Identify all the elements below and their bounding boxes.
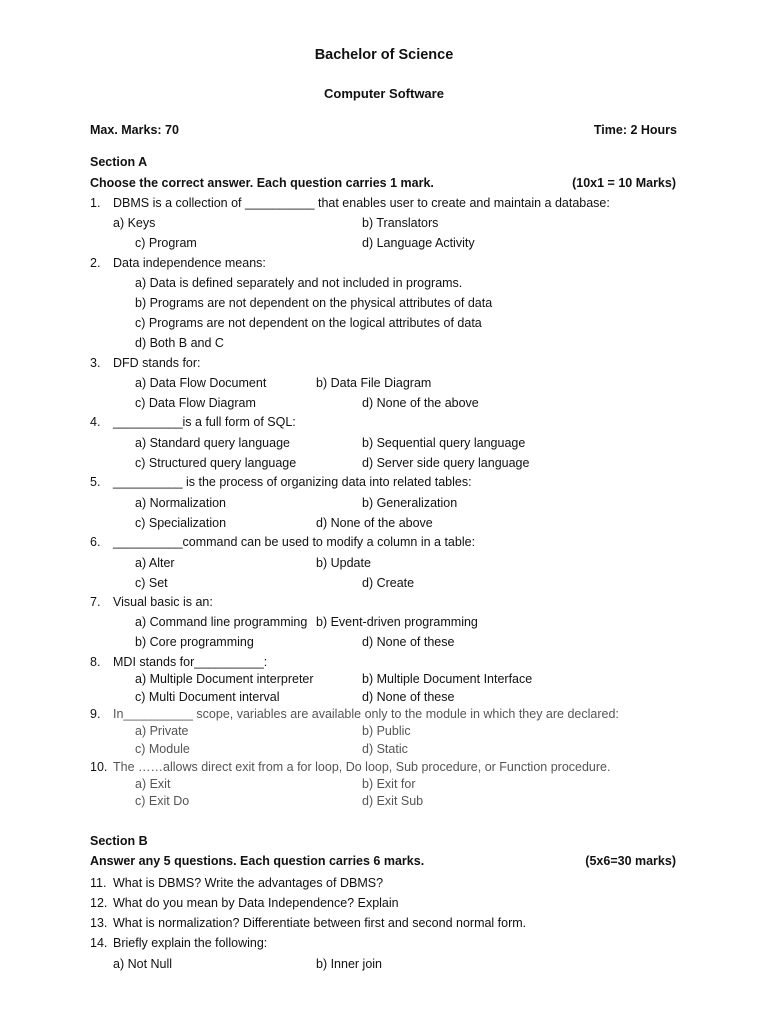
question-text: __________command can be used to modify a column in a table: xyxy=(113,535,476,549)
page-subtitle: Computer Software xyxy=(324,86,444,101)
question-text: DFD stands for: xyxy=(113,356,201,370)
option: b) Programs are not dependent on the physical attributes of data xyxy=(135,296,493,310)
question-text: DBMS is a collection of __________ that enables user to create and maintain a database: xyxy=(113,196,610,210)
question-number: 7. xyxy=(90,595,101,609)
question-number: 9. xyxy=(90,707,101,721)
question-number: 4. xyxy=(90,415,101,429)
option: c) Multi Document interval xyxy=(135,690,280,704)
option: b) Translators xyxy=(362,216,439,230)
option: a) Private xyxy=(135,724,189,738)
question-text: What is normalization? Differentiate between first and second normal form. xyxy=(113,916,527,930)
question-number: 5. xyxy=(90,475,101,489)
question-text: __________ is the process of organizing data into related tables: xyxy=(113,475,472,489)
question-text: MDI stands for__________: xyxy=(113,655,268,669)
option: b) Data File Diagram xyxy=(316,376,432,390)
question-text: What is DBMS? Write the advantages of DBMS? xyxy=(113,876,384,890)
option: b) Inner join xyxy=(316,957,383,971)
option: d) Both B and C xyxy=(135,336,224,350)
option: d) None of these xyxy=(362,635,455,649)
option: c) Module xyxy=(135,742,190,756)
option: d) None of these xyxy=(362,690,455,704)
option: c) Exit Do xyxy=(135,794,190,808)
question-number: 8. xyxy=(90,655,101,669)
option: a) Command line programming xyxy=(135,615,308,629)
question-text: Visual basic is an: xyxy=(113,595,213,609)
option: d) Static xyxy=(362,742,408,756)
section-a-marks: (10x1 = 10 Marks) xyxy=(572,176,676,190)
question-text: __________is a full form of SQL: xyxy=(113,415,296,429)
section-a-instruction: Choose the correct answer. Each question carries 1 mark. xyxy=(90,176,434,190)
max-marks: Max. Marks: 70 xyxy=(90,123,179,137)
question-number: 1. xyxy=(90,196,101,210)
option: a) Data Flow Document xyxy=(135,376,267,390)
question-text: Data independence means: xyxy=(113,256,266,270)
option: b) Public xyxy=(362,724,411,738)
option: b) Event-driven programming xyxy=(316,615,478,629)
question-text: Briefly explain the following: xyxy=(113,936,268,950)
option: a) Standard query language xyxy=(135,436,290,450)
question-text: In__________ scope, variables are available only to the module in which they are declared: xyxy=(113,707,619,721)
option: b) Exit for xyxy=(362,777,416,791)
time-allowed: Time: 2 Hours xyxy=(593,123,677,137)
question-number: 11. xyxy=(90,876,107,890)
option: a) Exit xyxy=(135,777,171,791)
question-text: The ……allows direct exit from a for loop, Do loop, Sub procedure, or Function procedure. xyxy=(113,760,611,774)
option: d) Create xyxy=(362,576,415,590)
option: d) Exit Sub xyxy=(362,794,424,808)
option: a) Alter xyxy=(135,556,175,570)
question-number: 2. xyxy=(90,256,101,270)
option: d) Server side query language xyxy=(362,456,530,470)
question-text: What do you mean by Data Independence? Explain xyxy=(113,896,399,910)
question-number: 13. xyxy=(90,916,108,930)
section-b-title: Section B xyxy=(90,834,148,848)
option: a) Not Null xyxy=(113,957,173,971)
option: d) None of the above xyxy=(362,396,479,410)
option: c) Data Flow Diagram xyxy=(135,396,256,410)
option: a) Multiple Document interpreter xyxy=(135,672,314,686)
option: c) Set xyxy=(135,576,168,590)
option: b) Sequential query language xyxy=(362,436,526,450)
option: a) Data is defined separately and not included in programs. xyxy=(135,276,463,290)
page-title: Bachelor of Science xyxy=(314,47,454,63)
option: b) Core programming xyxy=(135,635,254,649)
section-b-instruction: Answer any 5 questions. Each question carries 6 marks. xyxy=(90,854,425,868)
option: b) Update xyxy=(316,556,371,570)
option: b) Generalization xyxy=(362,496,458,510)
question-number: 10. xyxy=(90,760,108,774)
option: a) Normalization xyxy=(135,496,227,510)
section-a-title: Section A xyxy=(90,155,148,169)
option: c) Program xyxy=(135,236,197,250)
option: c) Structured query language xyxy=(135,456,297,470)
option: b) Multiple Document Interface xyxy=(362,672,533,686)
option: c) Programs are not dependent on the logical attributes of data xyxy=(135,316,482,330)
question-number: 6. xyxy=(90,535,101,549)
question-number: 3. xyxy=(90,356,101,370)
option: a) Keys xyxy=(113,216,156,230)
option: c) Specialization xyxy=(135,516,227,530)
question-number: 12. xyxy=(90,896,108,910)
option: d) Language Activity xyxy=(362,236,475,250)
question-number: 14. xyxy=(90,936,108,950)
option: d) None of the above xyxy=(316,516,433,530)
section-b-marks: (5x6=30 marks) xyxy=(585,854,676,868)
